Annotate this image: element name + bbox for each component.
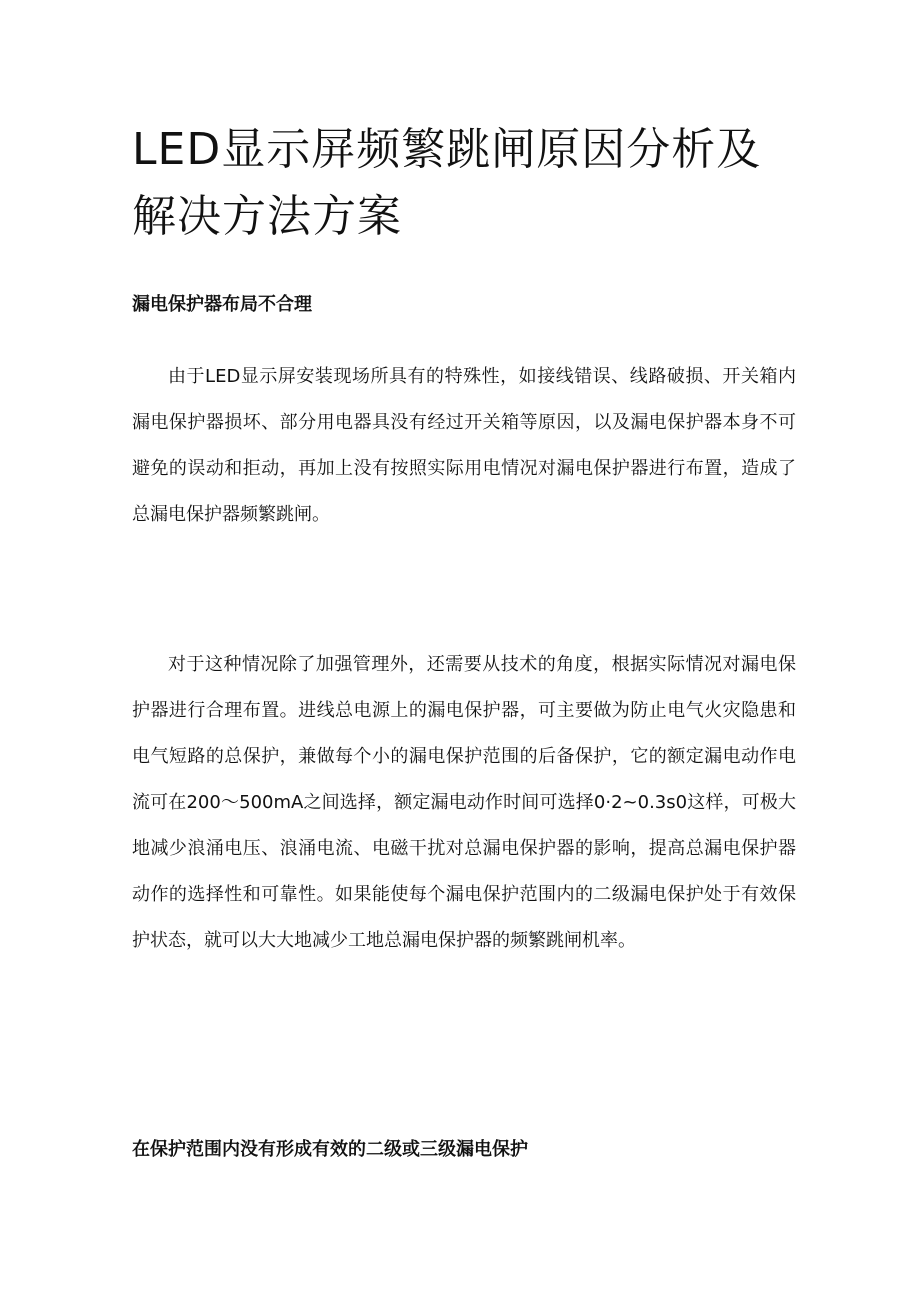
paragraph-solution-description: 对于这种情况除了加强管理外，还需要从技术的角度，根据实际情况对漏电保护器进行合理布置。进线总电源上的漏电保护器，可主要做为防止电气火灾隐患和电气短路的总保护，兼做每个小的漏电保护范围的后备保护，它的额定漏电动作电流可在200～500mA之间选择，额定漏电动作时间可选择0·2~0.3s0这样，可极大地减少浪涌电压、浪涌电流、电磁干扰对总漏电保护器的影响，提高总漏电保护器动作的选择性和可靠性。如果能使每个漏电保护范围内的二级漏电保护处于有效保护状态，就可以大大地减少工地总漏电保护器的频繁跳闸机率。 [132,654,796,951]
section-heading-secondary-protection: 在保护范围内没有形成有效的二级或三级漏电保护 [132,1139,528,1160]
document-title: LED显示屏频繁跳闸原因分析及解决方法方案 [132,124,762,242]
paragraph-cause-description: 由于LED显示屏安装现场所具有的特殊性，如接线错误、线路破损、开关箱内漏电保护器损坏、部分用电器具没有经过开关箱等原因，以及漏电保护器本身不可避免的误动和拒动，再加上没有按照实际用电情况对漏电保护器进行布置，造成了总漏电保护器频繁跳闸。 [132,366,796,525]
section-heading-leakage-protector-layout: 漏电保护器布局不合理 [132,294,312,315]
